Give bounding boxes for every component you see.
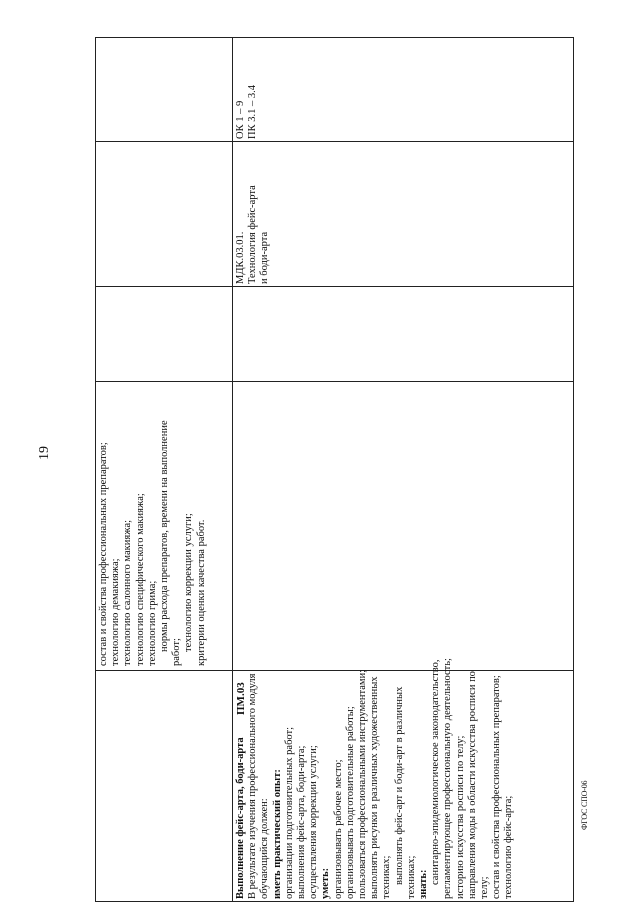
line: выполнения фейс-арта, боди-арта; bbox=[296, 745, 308, 899]
line: технологию грима; bbox=[146, 580, 158, 666]
mdk-cell bbox=[235, 185, 272, 284]
ok-range: ОК 1 – 9 bbox=[235, 100, 246, 139]
line: выполнять фейс-арт и боди-арт в различных bbox=[393, 686, 405, 885]
line: состав и свойства профессиональных препаратов; bbox=[491, 675, 503, 899]
top-row-text bbox=[98, 420, 208, 666]
column-divider-2 bbox=[95, 286, 573, 287]
line: регламентирующее профессиональную деятельность; bbox=[442, 658, 454, 899]
line: организовывать подготовительные работы; bbox=[344, 706, 356, 899]
line: уметь: bbox=[320, 867, 332, 899]
line: состав и свойства профессиональных препаратов; bbox=[98, 442, 109, 666]
table-border-left bbox=[95, 37, 96, 902]
column-divider-1 bbox=[95, 381, 573, 382]
competencies-cell bbox=[235, 85, 259, 139]
line: техниках; bbox=[381, 855, 393, 899]
column-divider-3 bbox=[95, 141, 573, 142]
line: технологию специфического макияжа; bbox=[134, 493, 146, 666]
table-border-bottom bbox=[95, 901, 573, 902]
curriculum-table bbox=[95, 37, 573, 902]
pk-range: ПК 3.1 – 3.4 bbox=[247, 85, 259, 139]
line: направления моды в области искусства росписи по bbox=[466, 671, 478, 899]
line: технологию коррекции услуги; bbox=[183, 513, 195, 652]
mdk-title: Технология фейс-арта bbox=[247, 185, 259, 284]
line: работ; bbox=[171, 638, 183, 666]
line: нормы расхода препаратов, времени на выполнение bbox=[159, 420, 171, 652]
line: знать: bbox=[418, 869, 430, 899]
line: критерии оценки качества работ. bbox=[195, 519, 207, 666]
module-content bbox=[235, 658, 516, 899]
line: организации подготовительных работ; bbox=[283, 726, 295, 899]
line: технологию фейс-арта; bbox=[503, 795, 515, 899]
module-code: ПМ.03 bbox=[235, 682, 247, 715]
line: техниках; bbox=[405, 855, 417, 899]
line: выполнять рисунки в различных художественных bbox=[369, 676, 381, 899]
line: организовывать рабочее место; bbox=[332, 759, 344, 899]
line: осуществления коррекции услуги; bbox=[308, 745, 320, 899]
column-divider bbox=[232, 37, 233, 902]
page-number: 19 bbox=[37, 446, 52, 460]
line: историю искусства росписи по телу; bbox=[454, 735, 466, 899]
mdk-code: МДК.03.01. bbox=[235, 231, 246, 284]
line: технологию демакияжа; bbox=[110, 558, 122, 666]
mdk-title: и боди-арта bbox=[259, 231, 271, 284]
line: санитарно-эпидемиологическое законодательство, bbox=[430, 659, 442, 885]
module-title: Выполнение фейс-арта, боди-арта bbox=[235, 737, 246, 899]
line: технологию салонного макияжа; bbox=[122, 519, 134, 666]
line: телу; bbox=[479, 876, 491, 899]
line: В результате изучения профессионального модуля bbox=[247, 673, 259, 899]
table-border-right bbox=[573, 37, 574, 902]
footer-code: ФГОС СПО-06 bbox=[580, 780, 589, 830]
line: пользоваться профессиональными инструментами; bbox=[357, 669, 369, 899]
line: обучающийся должен: bbox=[259, 798, 271, 899]
line: иметь практический опыт: bbox=[271, 769, 283, 899]
table-border-top bbox=[95, 37, 573, 38]
